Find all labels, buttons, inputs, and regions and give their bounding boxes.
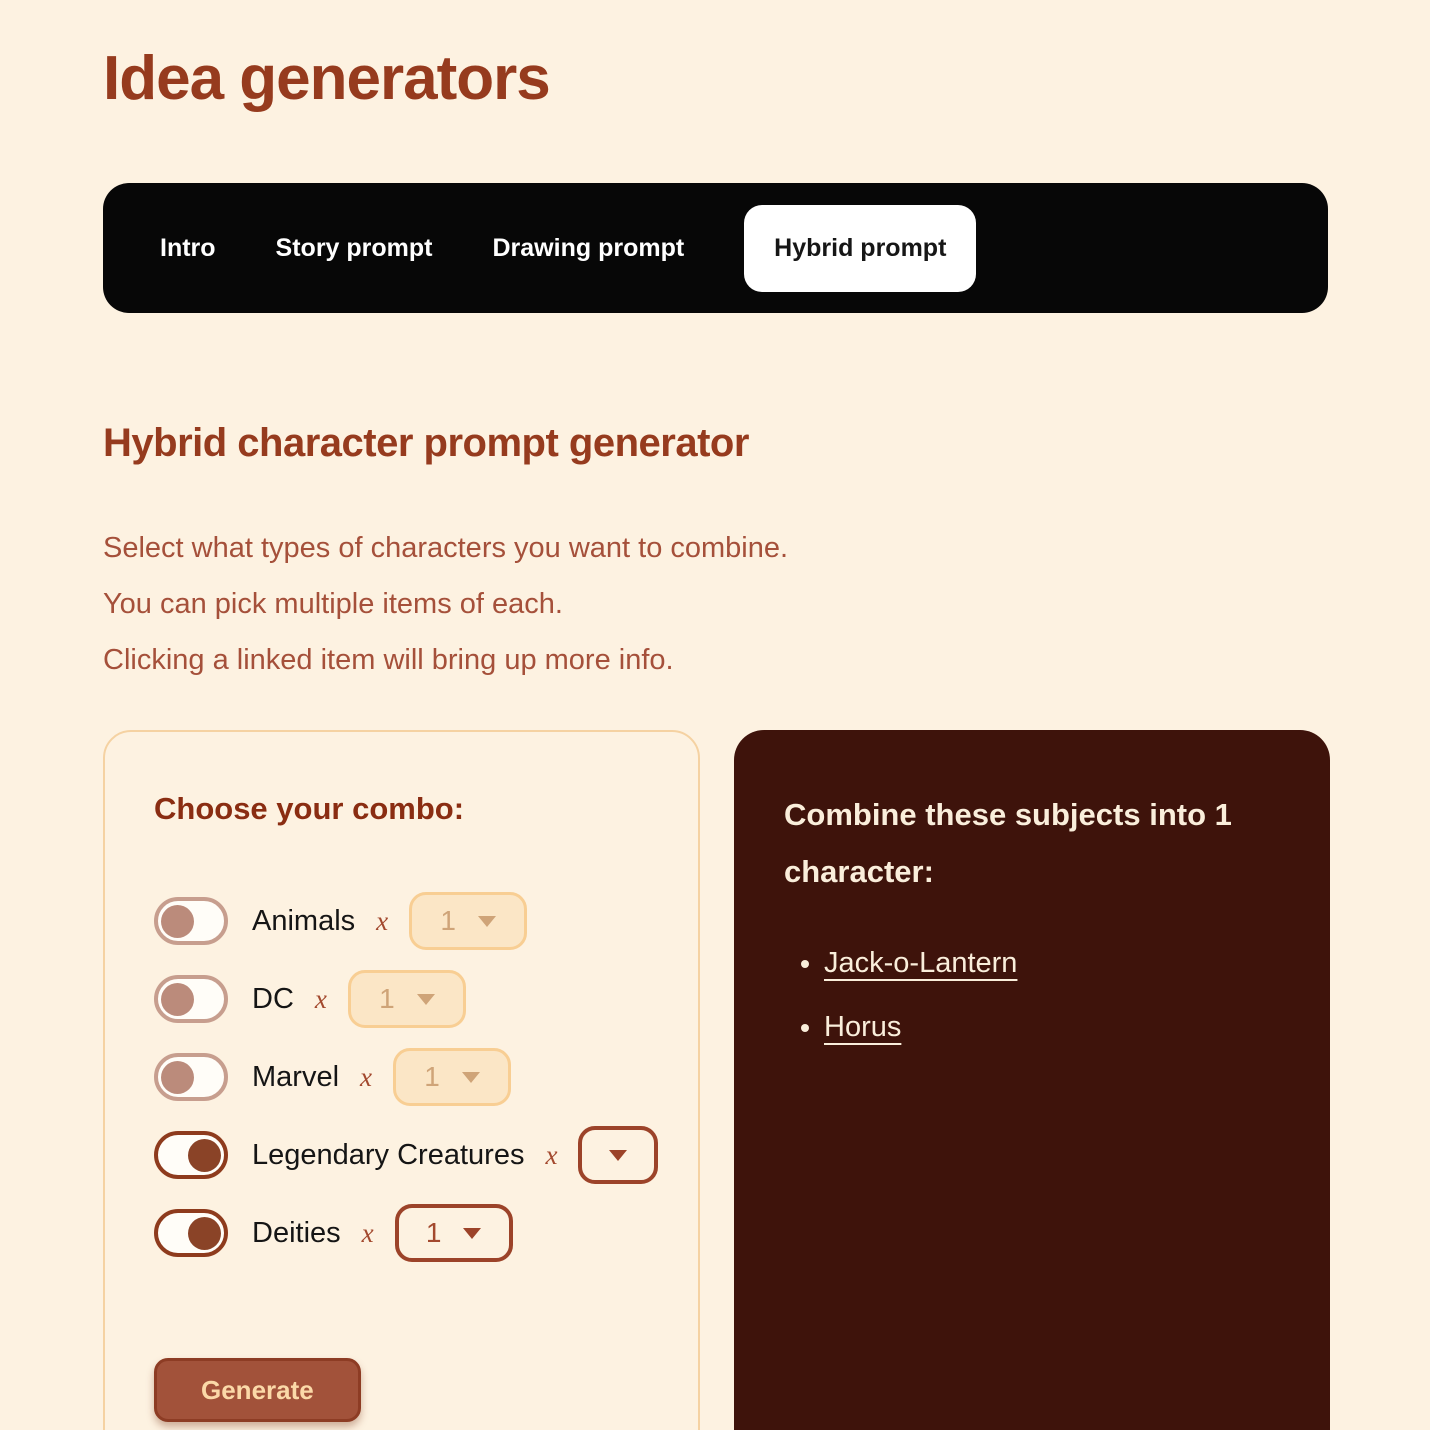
combo-row-marvel [154,1048,658,1106]
chevron-down-icon [463,1228,481,1239]
result-link-jack-o-lantern[interactable]: Jack-o-Lantern [824,947,1018,979]
toggle-dc[interactable] [154,975,228,1023]
multiplier-label: x [545,1139,558,1170]
tab-drawing-prompt[interactable]: Drawing prompt [492,233,685,262]
generate-button[interactable]: Generate [154,1358,361,1422]
combo-row-dc [154,970,658,1028]
toggle-knob [188,1139,221,1172]
toggle-legendary-creatures[interactable] [154,1131,228,1179]
result-list-item [824,946,1284,980]
toggle-marvel[interactable] [154,1053,228,1101]
count-select-animals[interactable] [409,892,527,950]
count-select-value: 1 [425,1217,442,1248]
count-select-value: 1 [440,905,456,936]
count-select-deities[interactable] [395,1204,513,1262]
page-title: Idea generators [103,44,550,113]
combo-row-label: Animals [252,904,356,937]
section-title: Hybrid character prompt generator [103,421,749,465]
count-select-dc[interactable] [348,970,466,1028]
combo-heading: Choose your combo: [154,791,465,826]
multiplier-label: x [314,983,327,1014]
result-link-horus[interactable]: Horus [824,1011,902,1043]
count-select-marvel[interactable] [393,1048,511,1106]
combo-row-label: Marvel [252,1060,340,1093]
toggle-knob [161,983,194,1016]
combo-row-label: DC [252,982,294,1015]
toggle-knob [188,1217,221,1250]
chevron-down-icon [609,1150,627,1161]
result-panel [734,730,1330,1430]
chevron-down-icon [478,916,496,927]
chevron-down-icon [462,1072,480,1083]
toggle-animals[interactable] [154,897,228,945]
intro-line: Select what types of characters you want to combine. [103,532,789,564]
tab-hybrid-prompt[interactable]: Hybrid prompt [744,205,976,292]
toggle-knob [161,1061,194,1094]
combo-row-animals [154,892,658,950]
count-select-value: 1 [424,1061,440,1092]
chevron-down-icon [417,994,435,1005]
multiplier-label: x [360,1061,372,1092]
combo-row-label: Deities [252,1216,341,1249]
combo-panel [103,730,700,1430]
tab-bar [103,183,1328,313]
multiplier-label: x [376,905,389,936]
combo-row-legendary-creatures [154,1126,658,1184]
content-columns [103,730,1330,1430]
intro-line: You can pick multiple items of each. [103,588,563,620]
tab-intro[interactable]: Intro [160,233,216,262]
combo-row-deities [154,1204,658,1262]
toggle-knob [161,905,194,938]
intro-line: Clicking a linked item will bring up more info. [103,644,674,676]
intro-text [103,533,1330,675]
tab-story-prompt[interactable]: Story prompt [275,233,433,262]
result-heading: Combine these subjects into 1 character: [784,797,1232,889]
combo-row-label: Legendary Creatures [252,1138,525,1171]
count-select-legendary-creatures[interactable] [578,1126,658,1184]
toggle-deities[interactable] [154,1209,228,1257]
count-select-value: 1 [379,983,395,1014]
multiplier-label: x [361,1217,374,1248]
result-list [784,946,1284,1044]
result-list-item [824,1010,1284,1044]
